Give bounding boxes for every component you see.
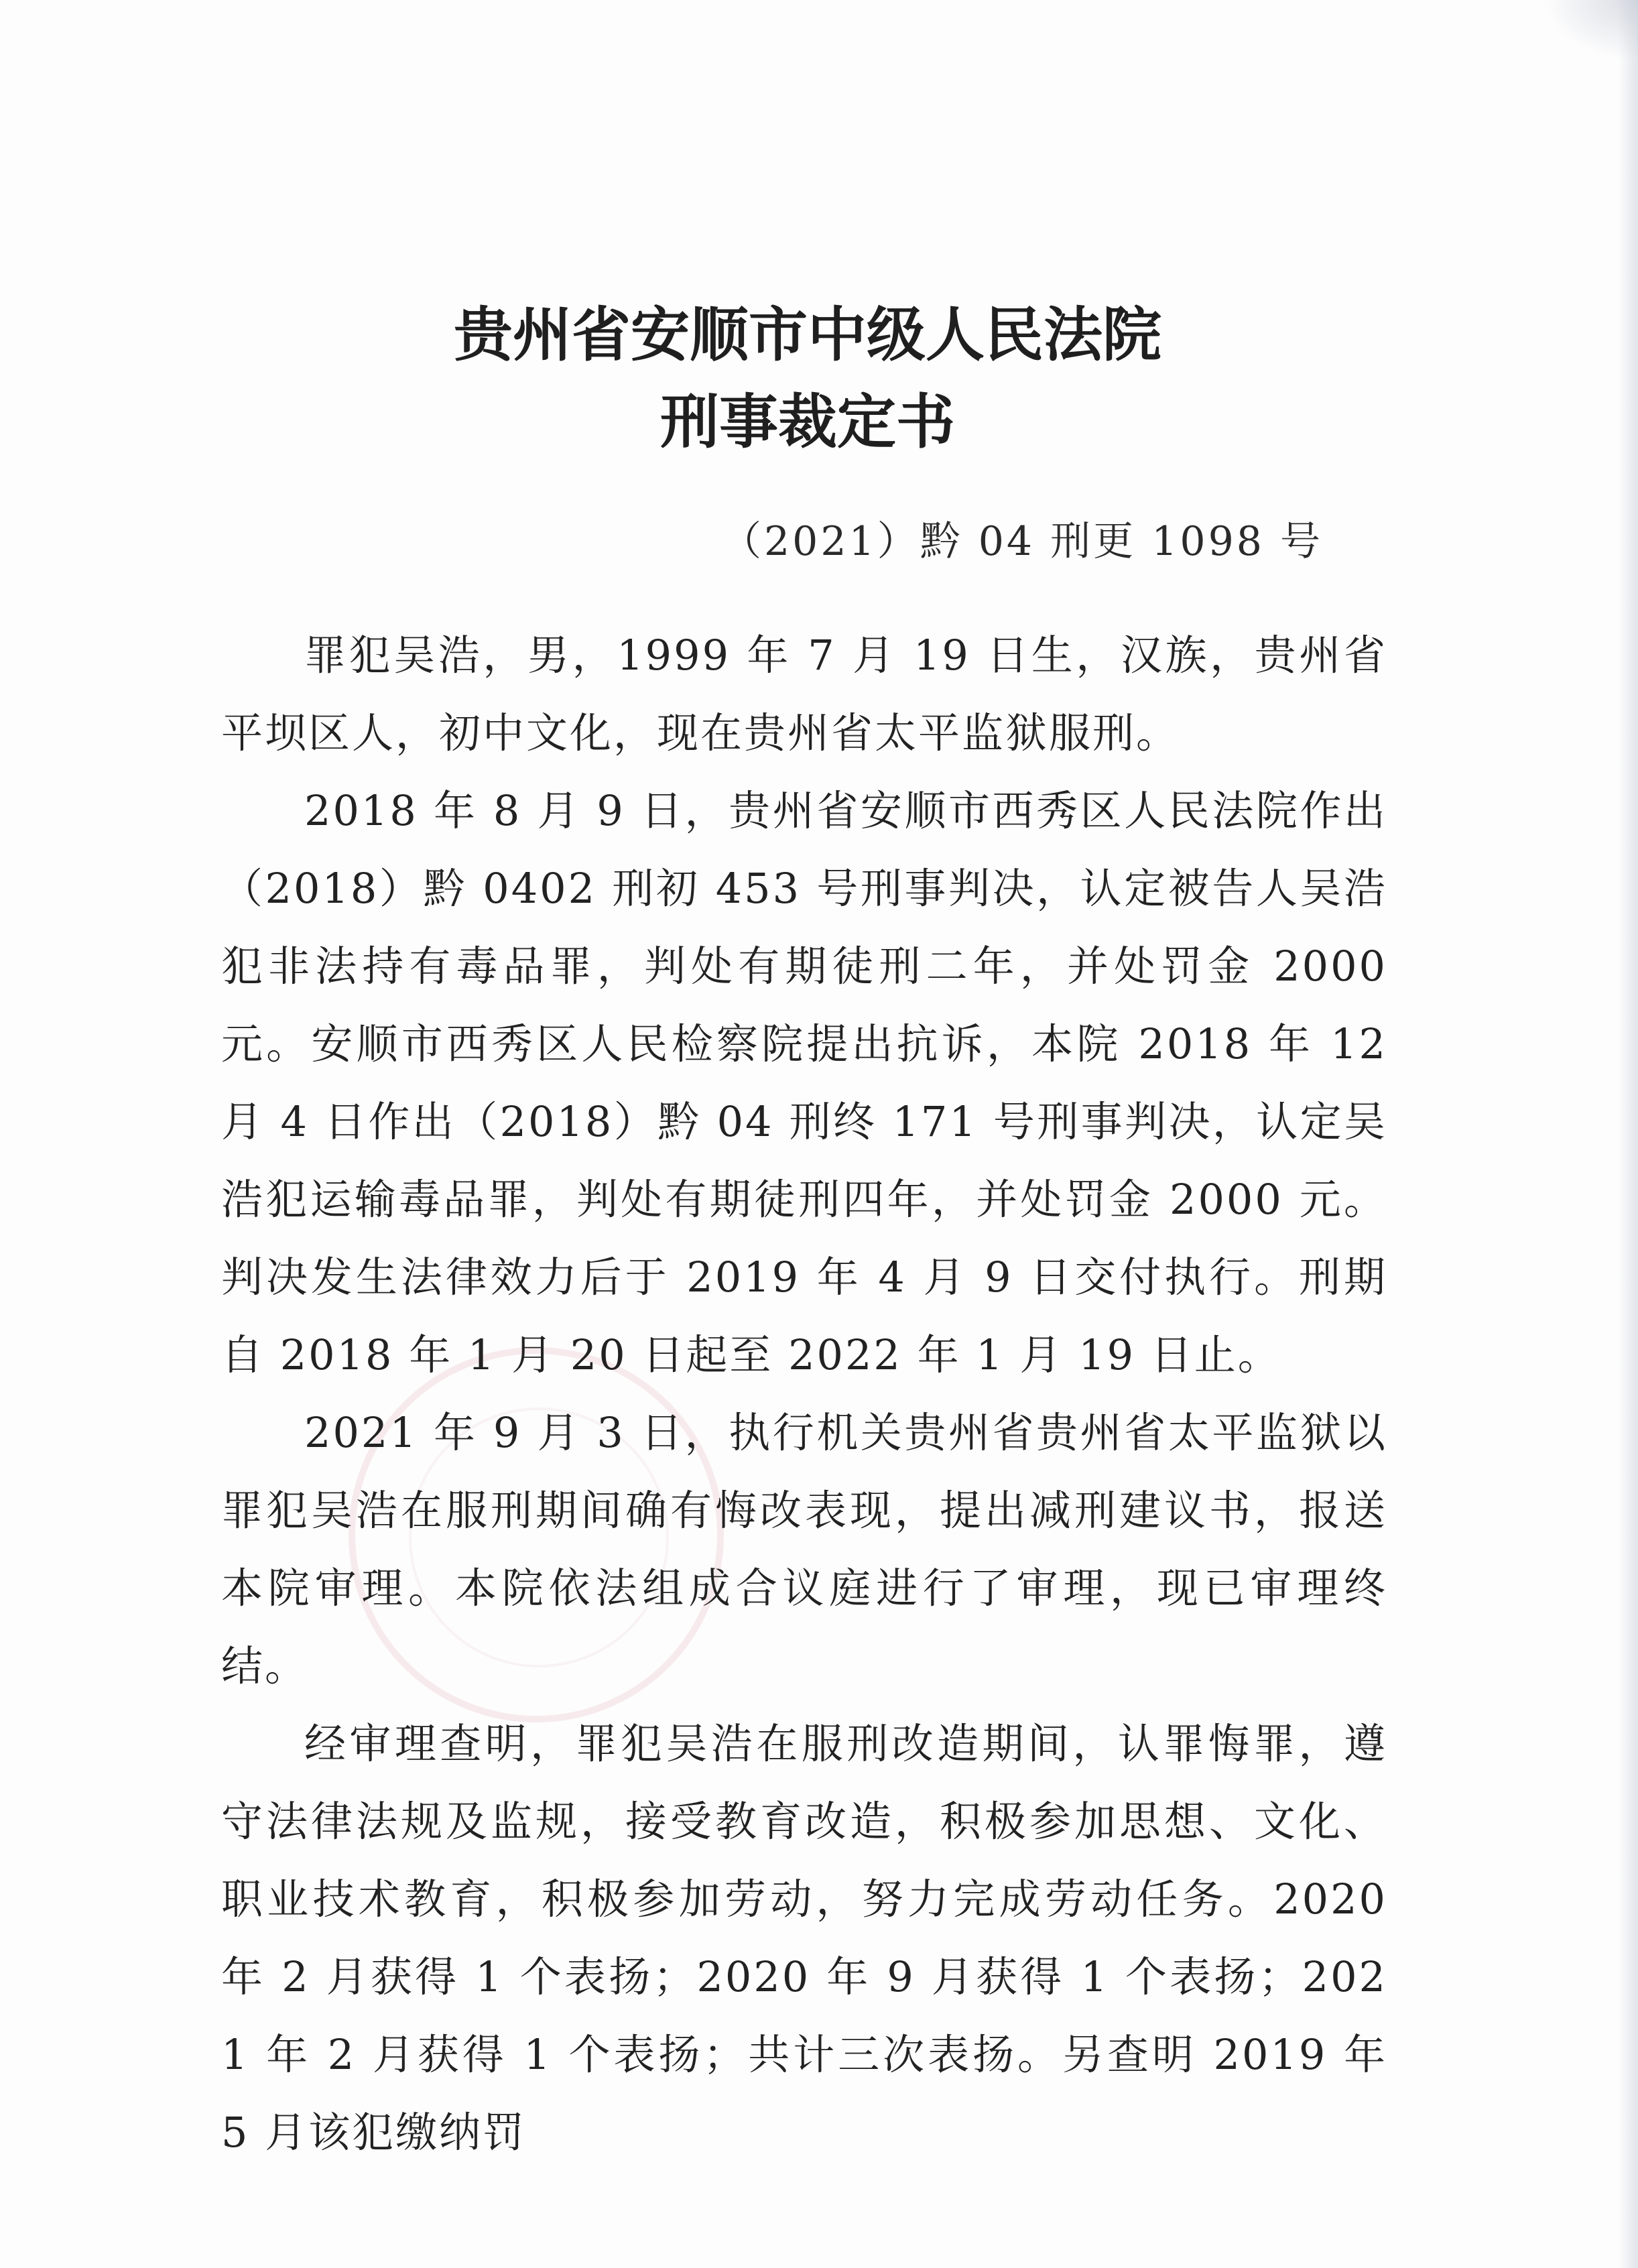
paragraph-case-history: 2018 年 8 月 9 日，贵州省安顺市西秀区人民法院作出（2018）黔 0402 刑初 453 号刑事判决，认定被告人吴浩犯非法持有毒品罪，判处有期徒刑二年，并处罚金 2000 元。安顺市西秀区人民检察院提出抗诉，本院 2018 年 12 月 4 日作出（2018）黔 04 刑终 171 号刑事判决，认定吴浩犯运输毒品罪，判处有期徒刑四年，并处罚金 2000 元。判决发生法律效力后于 2019 年 4 月 9 日交付执行。刑期自 2018 年 1 月 20 日起至 2022 年 1 月 19 日止。 <box>221 786 1387 1379</box>
paragraph-findings: 经审理查明，罪犯吴浩在服刑改造期间，认罪悔罪，遵守法律法规及监规，接受教育改造，积极参加思想、文化、职业技术教育，积极参加劳动，努力完成劳动任务。2020 年 2 月获得 1 个表扬；2020 年 9 月获得 1 个表扬；2021 年 2 月获得 1 个表扬；共计三次表扬。另查明 2019 年 5 月该犯缴纳罚 <box>221 1719 1387 2157</box>
scan-edge <box>1618 0 1638 2268</box>
scan-corner-shadow <box>1544 0 1638 60</box>
paragraph-defendant-info: 罪犯吴浩，男，1999 年 7 月 19 日生，汉族，贵州省平坝区人，初中文化，现在贵州省太平监狱服刑。 <box>221 631 1387 757</box>
document-type-heading: 刑事裁定书 <box>659 387 955 456</box>
court-name-heading: 贵州省安顺市中级人民法院 <box>453 300 1161 369</box>
document-body <box>221 617 1387 2171</box>
case-number: （2021）黔 04 刑更 1098 号 <box>720 518 1323 565</box>
paragraph-commutation-proposal: 2021 年 9 月 3 日，执行机关贵州省贵州省太平监狱以罪犯吴浩在服刑期间确有悔改表现，提出减刑建议书，报送本院审理。本院依法组成合议庭进行了审理，现已审理终结。 <box>221 1408 1387 1690</box>
